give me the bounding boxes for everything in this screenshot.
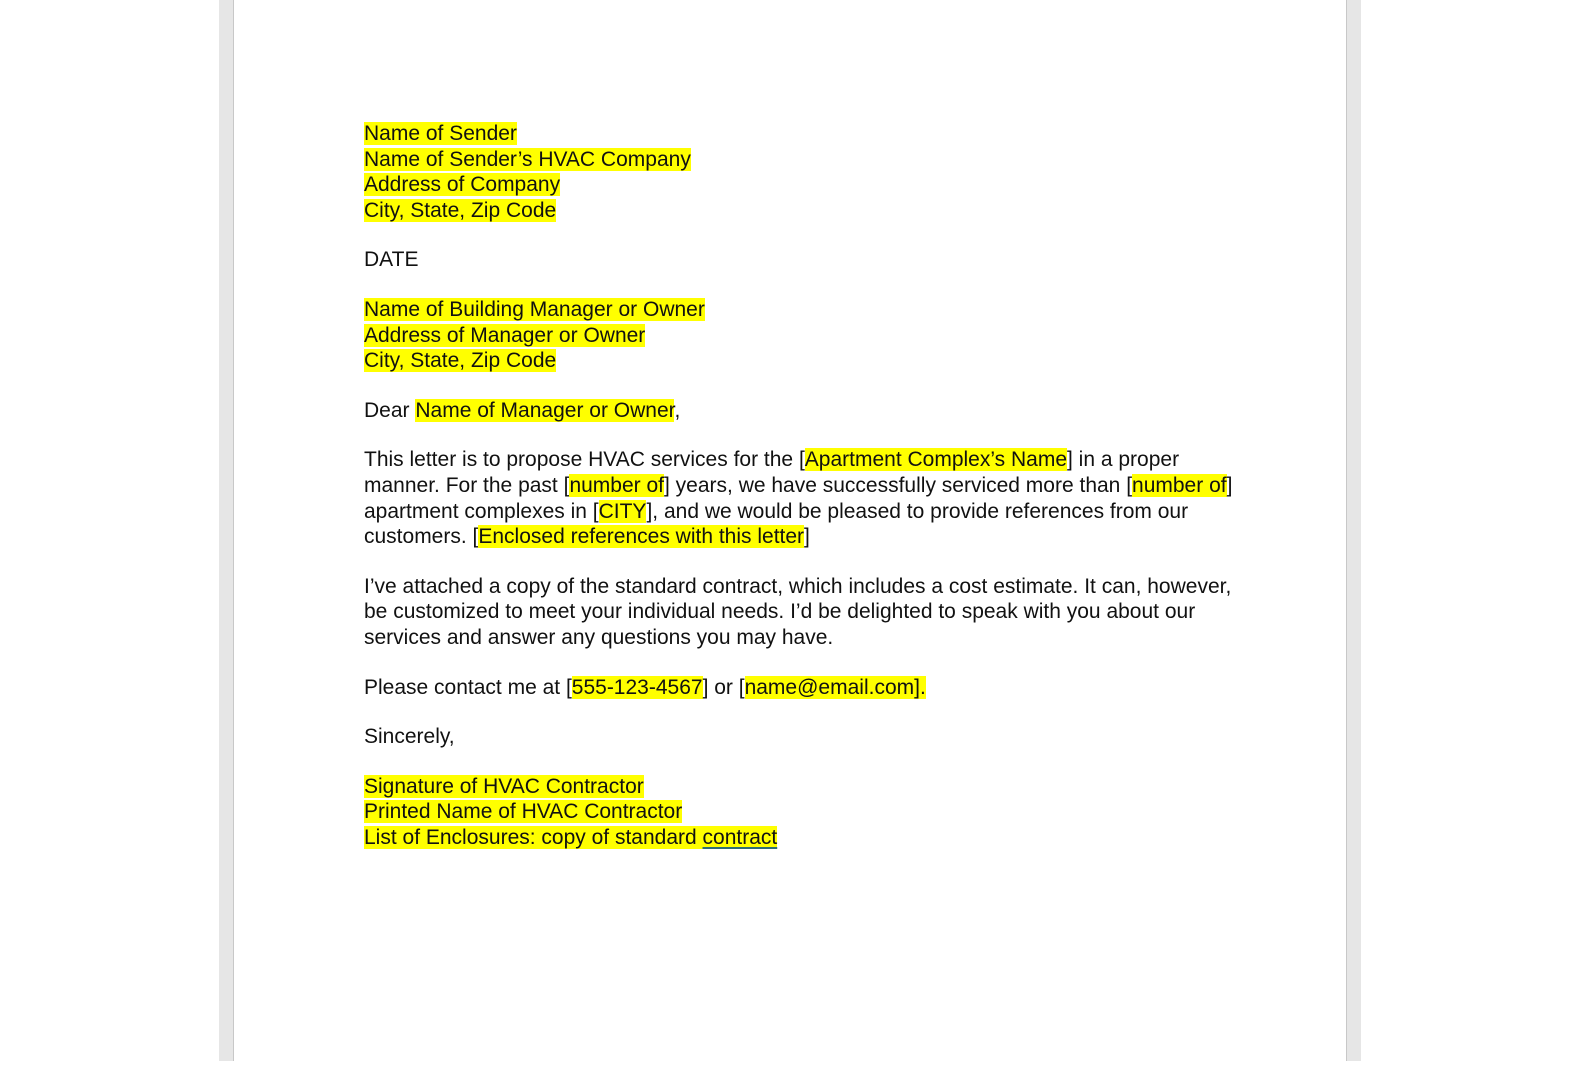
city-placeholder: CITY [598, 499, 647, 523]
letter-body[interactable] [364, 121, 1244, 874]
phone-number: 555-123-4567 [571, 675, 703, 699]
body1-text-5: ], and we would be pleased to provide references from our customers. [ [364, 499, 1189, 549]
salutation-suffix: , [674, 398, 681, 422]
salutation-name: Name of Manager or Owner [415, 398, 675, 422]
sender-name: Name of Sender [364, 122, 517, 145]
contact-text-2: ] or [ [702, 675, 745, 699]
recipient-name: Name of Building Manager or Owner [364, 297, 705, 321]
page-shadow-right [1347, 0, 1361, 1061]
sender-address-block [364, 121, 1244, 223]
sender-address: Address of Company [364, 173, 561, 197]
date-block [364, 247, 1244, 273]
recipient-city-state-zip: City, State, Zip Code [364, 349, 557, 373]
closing-text: Sincerely, [364, 725, 455, 749]
recipient-name-line [364, 297, 1244, 323]
contact-text-1: Please contact me at [ [364, 675, 572, 699]
signature-line: Signature of HVAC Contractor [364, 774, 644, 798]
printed-name: Printed Name of HVAC Contractor [364, 800, 683, 824]
body1-text-4: ] apartment complexes in [ [364, 473, 1233, 523]
sender-city-line [364, 198, 1244, 224]
body1-text-3: ] years, we have successfully serviced more than [ [664, 473, 1133, 497]
recipient-address: Address of Manager or Owner [364, 323, 646, 347]
recipient-city-line [364, 348, 1244, 374]
sender-name-line [364, 121, 1244, 147]
contact-line [364, 675, 1244, 701]
page-shadow-left [219, 0, 233, 1061]
number-of-complexes: number of [1132, 473, 1227, 497]
email-address: name@email.com]. [744, 675, 926, 699]
signature-block [364, 774, 1244, 851]
recipient-address-block [364, 297, 1244, 374]
apartment-complex-name: Apartment Complex’s Name [804, 448, 1067, 472]
enclosed-references: Enclosed references with this letter [478, 525, 805, 549]
date: DATE [364, 248, 419, 272]
enclosures-prefix: List of Enclosures: copy of standard [364, 825, 703, 849]
number-of-years: number of [569, 473, 664, 497]
printed-name-row [364, 799, 1244, 825]
signature-line-row [364, 774, 1244, 800]
closing [364, 724, 1244, 750]
document-page[interactable] [233, 0, 1347, 1061]
enclosures-row [364, 825, 1244, 851]
salutation [364, 398, 1244, 424]
enclosures-word: contract [702, 825, 778, 849]
salutation-prefix: Dear [364, 398, 416, 422]
recipient-address-line [364, 323, 1244, 349]
sender-company: Name of Sender’s HVAC Company [364, 147, 691, 171]
sender-address-line [364, 172, 1244, 198]
body1-text-2: ] in a proper manner. For the past [ [364, 448, 1180, 497]
body-paragraph-2: I’ve attached a copy of the standard contract, which includes a cost estimate. It can, however, be customized to meet your individual needs. I’d be delighted to speak with you about our services and answer any questions you may have. [364, 574, 1232, 649]
sender-city-state-zip: City, State, Zip Code [364, 198, 557, 222]
body1-text-1: This letter is to propose HVAC services for the [ [364, 448, 805, 472]
body1-text-6: ] [804, 525, 810, 549]
body-paragraph-1 [364, 447, 1244, 549]
sender-company-line [364, 147, 1244, 173]
